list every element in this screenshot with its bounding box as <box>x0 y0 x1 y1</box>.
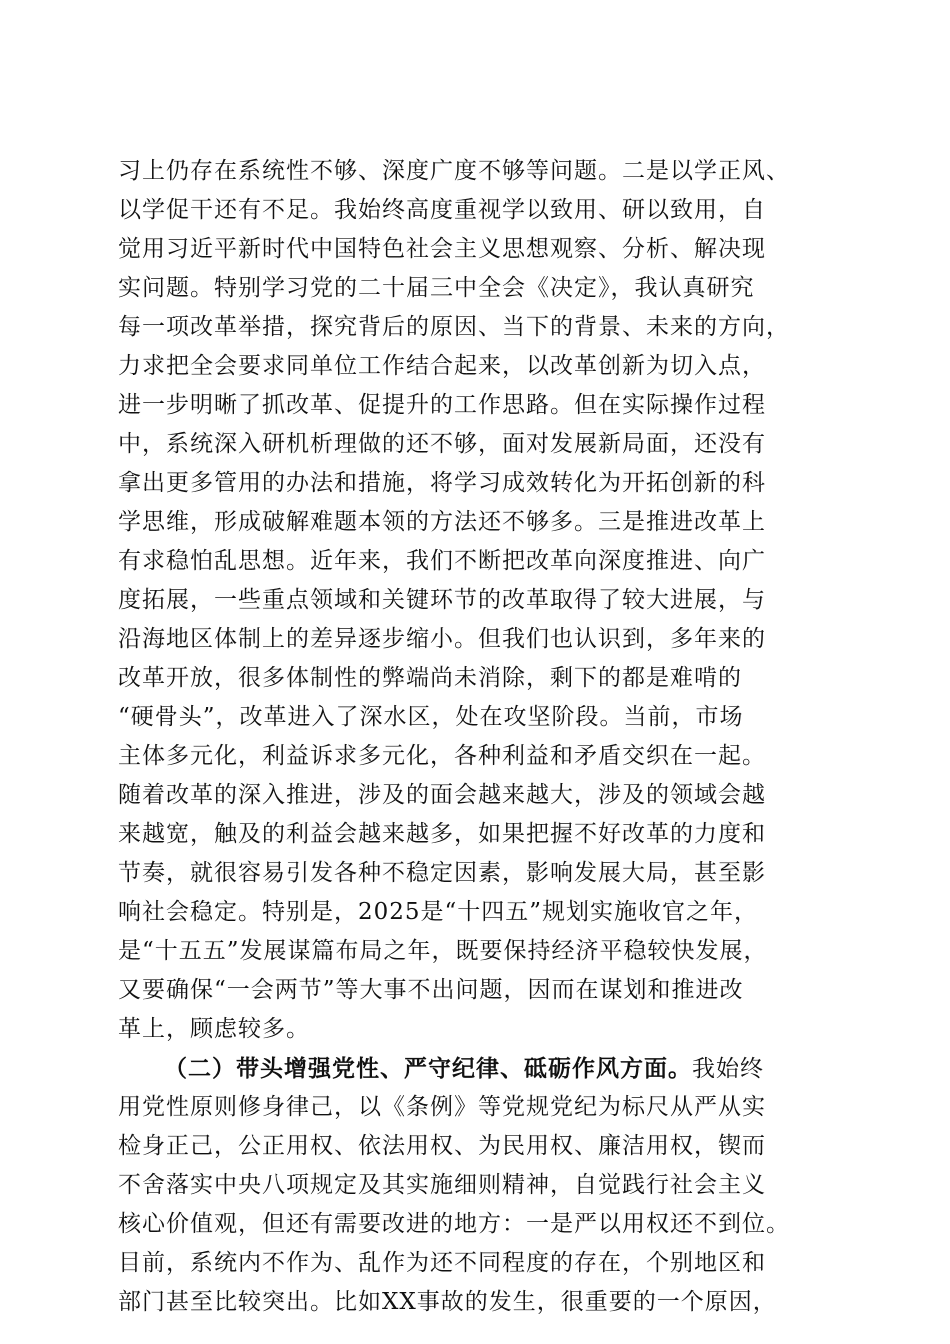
text-line: 学思维，形成破解难题本领的方法还不够多。三是推进改革上 <box>118 509 766 535</box>
text-line: 革上，顾虑较多。 <box>118 1016 310 1042</box>
text-line: 部门甚至比较突出。比如XX事故的发生，很重要的一个原因， <box>118 1289 777 1315</box>
text-line: 习上仍存在系统性不够、深度广度不够等问题。二是以学正风、 <box>118 158 790 184</box>
text-line: 用党性原则修身律己，以《条例》等党规党纪为标尺从严从实 <box>118 1094 766 1120</box>
section-heading-line <box>118 1049 838 1088</box>
text-line: 力求把全会要求同单位工作结合起来，以改革创新为切入点， <box>118 353 766 379</box>
text-line: 觉用习近平新时代中国特色社会主义思想观察、分析、解决现 <box>118 236 766 262</box>
text-line: 是“十五五”发展谋篇布局之年，既要保持经济平稳较快发展， <box>118 938 768 964</box>
body-text <box>118 152 838 1322</box>
text-line: “硬骨头”，改革进入了深水区，处在攻坚阶段。当前，市场 <box>118 704 744 730</box>
text-line: 随着改革的深入推进，涉及的面会越来越大，涉及的领域会越 <box>118 782 766 808</box>
text-line: 度拓展，一些重点领域和关键环节的改革取得了较大进展，与 <box>118 587 766 613</box>
text-line: 检身正己，公正用权、依法用权、为民用权、廉洁用权，锲而 <box>118 1133 766 1159</box>
text-line: 拿出更多管用的办法和措施，将学习成效转化为开拓创新的科 <box>118 470 766 496</box>
text-line: 以学促干还有不足。我始终高度重视学以致用、研以致用，自 <box>118 197 766 223</box>
text-line: 进一步明晰了抓改革、促提升的工作思路。但在实际操作过程 <box>118 392 766 418</box>
text-line: 响社会稳定。特别是，2025是“十四五”规划实施收官之年， <box>118 899 759 925</box>
text-line: 来越宽，触及的利益会越来越多，如果把握不好改革的力度和 <box>118 821 766 847</box>
text-line: 核心价值观，但还有需要改进的地方：一是严以用权还不到位。 <box>118 1211 790 1237</box>
text-line: 实问题。特别学习党的二十届三中全会《决定》，我认真研究 <box>118 275 755 301</box>
text-line: 中，系统深入研机析理做的还不够，面对发展新局面，还没有 <box>118 431 766 457</box>
text-line: 目前，系统内不作为、乱作为还不同程度的存在，个别地区和 <box>118 1250 766 1276</box>
section-heading: （二）带头增强党性、严守纪律、砥砺作风方面。 <box>164 1055 692 1082</box>
text-line: 有求稳怕乱思想。近年来，我们不断把改革向深度推进、向广 <box>118 548 766 574</box>
text-line: 沿海地区体制上的差异逐步缩小。但我们也认识到，多年来的 <box>118 626 766 652</box>
text-line: 主体多元化，利益诉求多元化，各种利益和矛盾交织在一起。 <box>118 743 766 769</box>
text-line: 每一项改革举措，探究背后的原因、当下的背景、未来的方向， <box>118 314 790 340</box>
text-line: 又要确保“一会两节”等大事不出问题，因而在谋划和推进改 <box>118 977 744 1003</box>
text-line: 节奏，就很容易引发各种不稳定因素，影响发展大局，甚至影 <box>118 860 766 886</box>
section-heading-continuation: 我始终 <box>692 1056 764 1082</box>
text-line: 改革开放，很多体制性的弊端尚未消除，剩下的都是难啃的 <box>118 665 742 691</box>
text-line: 不舍落实中央八项规定及其实施细则精神，自觉践行社会主义 <box>118 1172 766 1198</box>
